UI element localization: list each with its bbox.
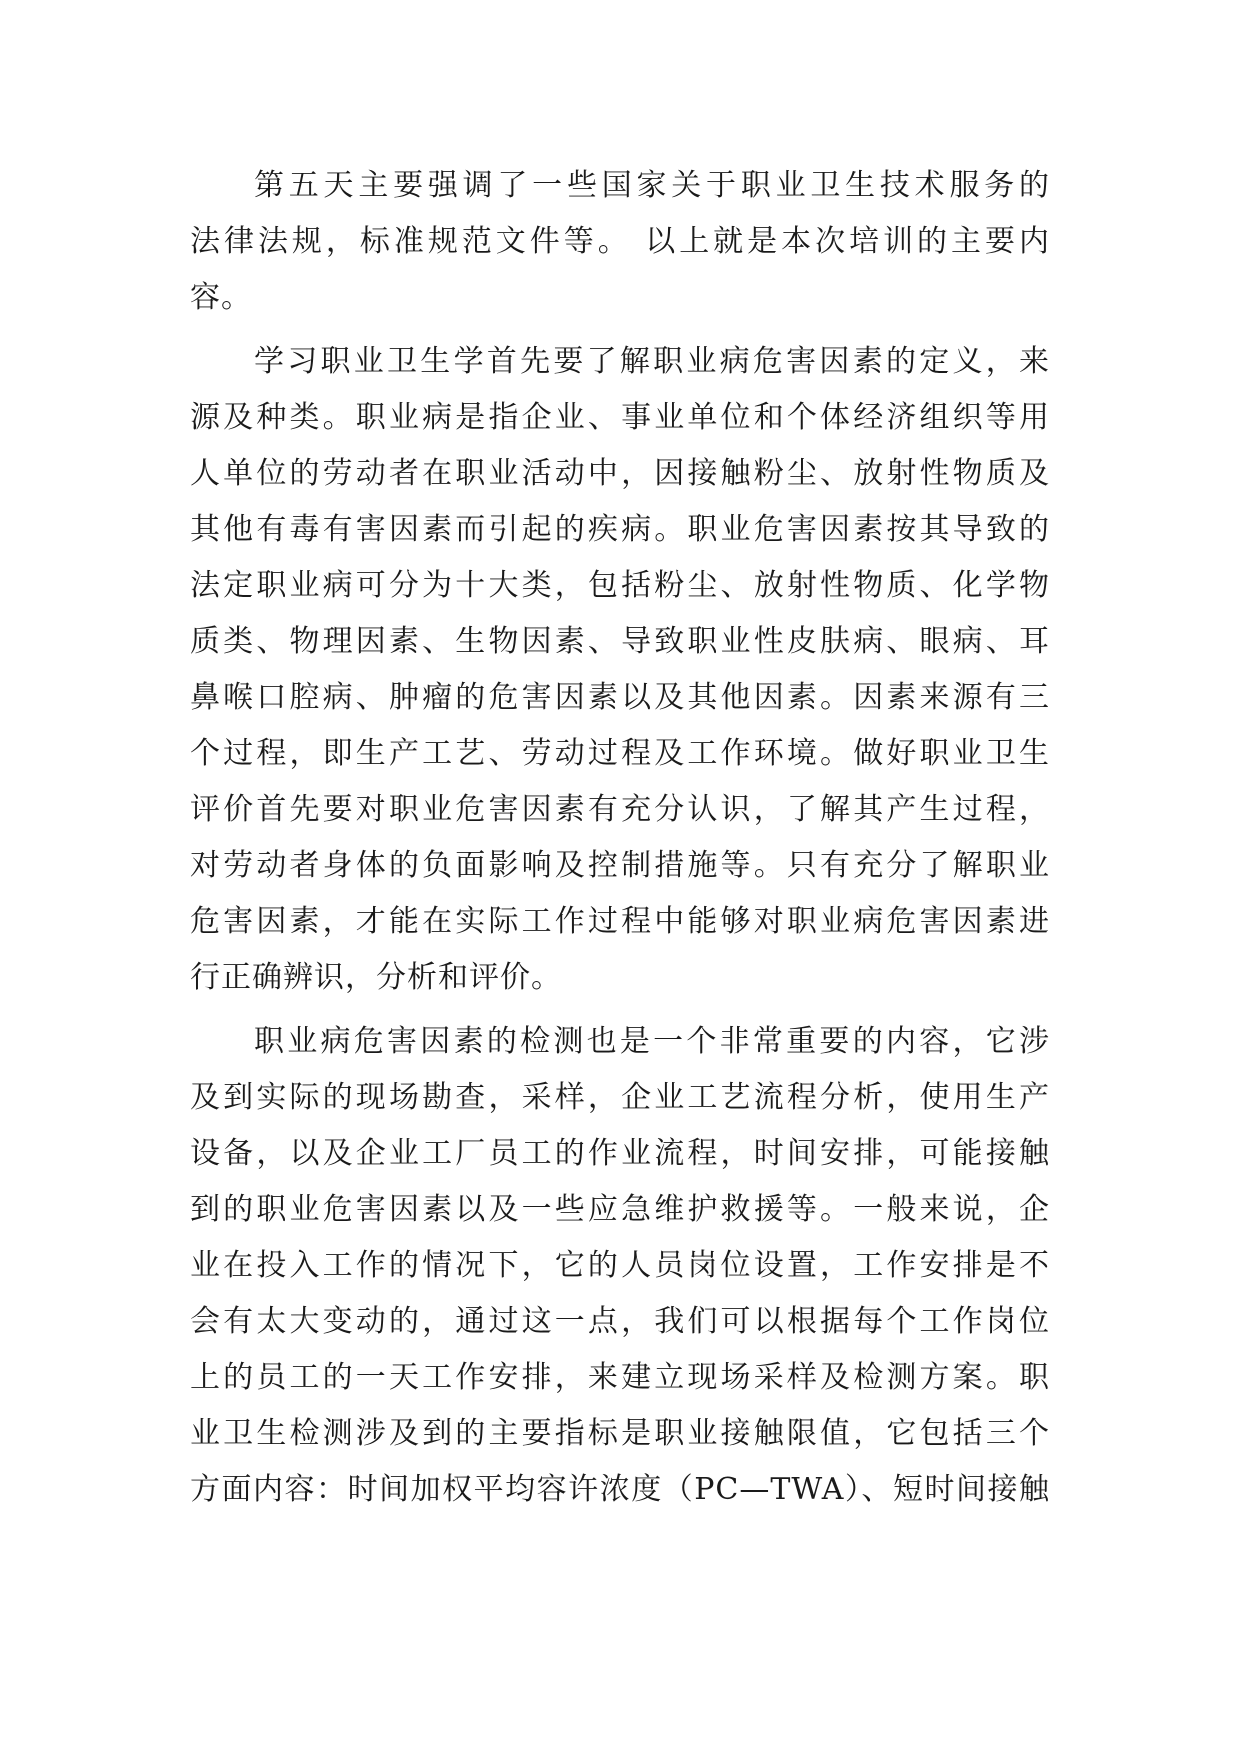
paragraph-1-line-3: 容。 [190,280,252,315]
paragraph-2-line-5: 法定职业病可分为十大类，包括粉尘、放射性物质、化学物 [190,568,1050,603]
paragraph-2-line-7: 鼻喉口腔病、肿瘤的危害因素以及其他因素。因素来源有三 [190,680,1050,715]
paragraph-3-line-1: 职业病危害因素的检测也是一个非常重要的内容，它涉 [254,1024,1050,1059]
paragraph-2-line-3: 人单位的劳动者在职业活动中，因接触粉尘、放射性物质及 [190,456,1050,491]
document-body [190,158,1050,1518]
paragraph-2-line-9: 评价首先要对职业危害因素有充分认识，了解其产生过程， [190,792,1050,827]
paragraph-1-line-2: 法律法规，标准规范文件等。 以上就是本次培训的主要内 [190,224,1050,259]
paragraph-3-line-2: 及到实际的现场勘查，采样，企业工艺流程分析，使用生产 [190,1080,1050,1115]
paragraph-3-line-8: 业卫生检测涉及到的主要指标是职业接触限值，它包括三个 [190,1416,1050,1451]
paragraph-2-line-11: 危害因素，才能在实际工作过程中能够对职业病危害因素进 [190,904,1050,939]
paragraph-1-line-1: 第五天主要强调了一些国家关于职业卫生技术服务的 [254,168,1050,203]
paragraph-2-line-10: 对劳动者身体的负面影响及控制措施等。只有充分了解职业 [190,848,1050,883]
paragraph-2-line-1: 学习职业卫生学首先要了解职业病危害因素的定义，来 [254,344,1050,379]
paragraph-2-line-6: 质类、物理因素、生物因素、导致职业性皮肤病、眼病、耳 [190,624,1050,659]
paragraph-2-line-2: 源及种类。职业病是指企业、事业单位和个体经济组织等用 [190,400,1050,435]
paragraph-3-line-6: 会有太大变动的，通过这一点，我们可以根据每个工作岗位 [190,1304,1050,1339]
paragraph-3-line-4: 到的职业危害因素以及一些应急维护救援等。一般来说，企 [190,1192,1050,1227]
paragraph-2-line-4: 其他有毒有害因素而引起的疾病。职业危害因素按其导致的 [190,512,1050,547]
paragraph-3-line-9: 方面内容：时间加权平均容许浓度（PC—TWA）、短时间接触 [190,1472,1050,1507]
paragraph-3-line-7: 上的员工的一天工作安排，来建立现场采样及检测方案。职 [190,1360,1050,1395]
paragraph-2-line-12: 行正确辨识，分析和评价。 [190,960,562,995]
paragraph-3-line-3: 设备，以及企业工厂员工的作业流程，时间安排，可能接触 [190,1136,1050,1171]
paragraph-2-line-8: 个过程，即生产工艺、劳动过程及工作环境。做好职业卫生 [190,736,1050,771]
paragraph-3-line-5: 业在投入工作的情况下，它的人员岗位设置，工作安排是不 [190,1248,1050,1283]
